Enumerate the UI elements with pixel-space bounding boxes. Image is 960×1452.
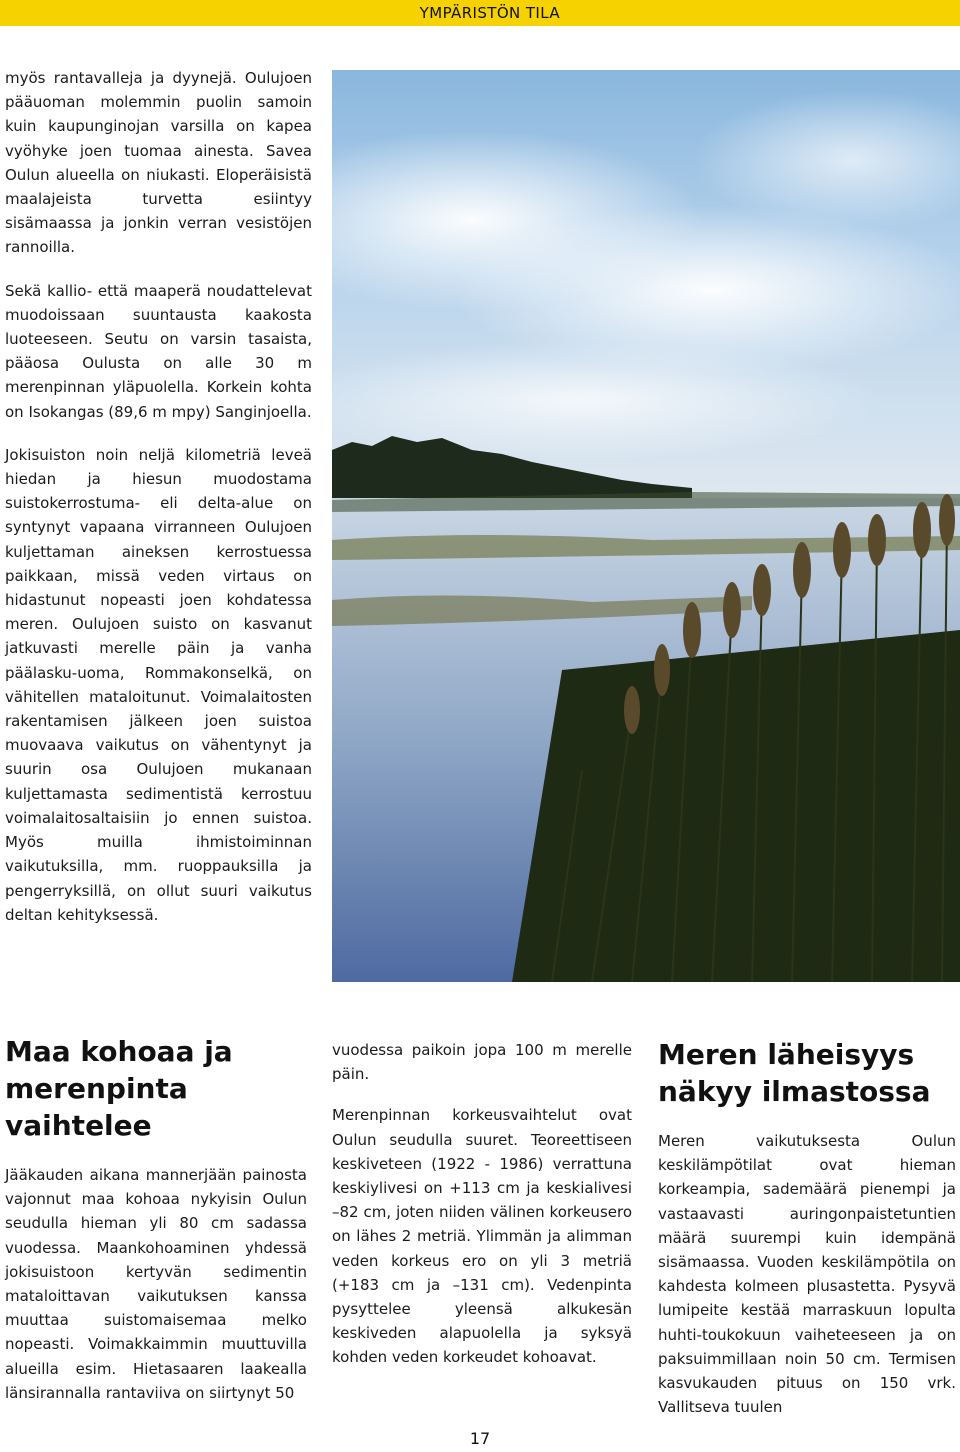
article-sea-column	[332, 1038, 632, 1387]
paragraph: Meren vaikutuksesta Oulun keskilämpötilat ovat hieman korkeampia, sademäärä pienempi ja vastaavasti auringonpaistetuntien määrä suurempi kuin idempänä sisämaassa. Vuoden keskilämpötila on kahdesta kolmeen plusastetta. Pysyvä lumipeite kestää marraskuun lopulta huhti-toukokuun vaiheteeseen ja on paksuimmillaan noin 50 cm. Termisen kasvukauden pituus on 150 vrk. Vallitseva tuulen	[658, 1132, 956, 1417]
article-climate-column	[658, 1036, 956, 1436]
paragraph: vuodessa paikoin jopa 100 m merelle päin.	[332, 1041, 632, 1084]
section-label: YMPÄRISTÖN TILA	[419, 4, 560, 22]
delta-photo	[332, 70, 960, 982]
reed-shore-illustration	[332, 70, 960, 982]
article-heading: Maa kohoaa ja merenpinta vaihtelee	[5, 1035, 233, 1142]
top-text-column	[5, 66, 312, 946]
paragraph: myös rantavalleja ja dyynejä. Oulujoen pääuoman molemmin puolin samoin kuin kaupunginojan varsilla on kapea vyöhyke joen tuomaa ainesta. Savea Oulun alueella on niukasti. Eloperäisistä maalajeista turvetta esiintyy sisämaassa ja jonkin verran vesistöjen rannoilla.	[5, 69, 312, 257]
article-land-column	[5, 1033, 307, 1422]
page-number: 17	[469, 1429, 491, 1448]
article-heading: Meren läheisyys näkyy ilmastossa	[658, 1038, 931, 1108]
paragraph: Sekä kallio- että maaperä noudattelevat muodoissaan suuntausta kaakosta luoteeseen. Seutu on varsin tasaista, pääosa Oulusta on alle 30 m merenpinnan yläpuolella. Korkein kohta on Isokangas (89,6 m mpy) Sanginjoella.	[5, 281, 312, 421]
paragraph: Jokisuiston noin neljä kilometriä leveä hiedan ja hiesun muodostama suistokerrostuma- eli delta-alue on syntynyt vapaana virranneen Oulujoen kuljettaman aineksen kerrostuessa paikkaan, missä veden virtaus on hidastunut nopeasti joen kohdatessa meren. Oulujoen suisto on kasvanut jatkuvasti merelle päin ja vanha päälasku-uoma, Rommakonselkä, on vähitellen mataloitunut. Voimalaitosten rakentamisen jälkeen joen suistoa muovaava vaikutus on vähentynyt ja suurin osa Oulujoen mukanaan kuljettamasta sedimentistä kerrostuu voimalaitosaltaisiin jo ennen suistoa. Myös muilla ihmistoiminnan vaikutuksilla, mm. ruoppauksilla ja pengerryksillä, on ollut suuri vaikutus deltan kehityksessä.	[5, 445, 312, 924]
paragraph: Jääkauden aikana mannerjään painosta vajonnut maa kohoaa nykyisin Oulun seudulla hieman yli 80 cm sadassa vuodessa. Maankohoaminen yhdessä jokisuistoon kertyvän sedimentin mataloittavan vaikutuksen kanssa muuttaa suistomaisemaa melko nopeasti. Voimakkaimmin muuttuvilla alueilla esim. Hietasaaren laakealla länsirannalla rantaviiva on siirtynyt 50	[5, 1166, 307, 1402]
paragraph: Merenpinnan korkeusvaihtelut ovat Oulun seudulla suuret. Teoreettiseen keskiveteen (1922 - 1986) verrattuna keskiylivesi on +113 cm ja keskialivesi –82 cm, joten niiden välinen korkeusero on lähes 2 metriä. Ylimmän ja alimman veden korkeus ero on yli 3 metriä (+183 cm ja –131 cm). Vedenpinta pysyttelee yleensä alkukesän keskiveden alapuolella ja syksyä kohden veden korkeudet kohoavat.	[332, 1106, 632, 1367]
